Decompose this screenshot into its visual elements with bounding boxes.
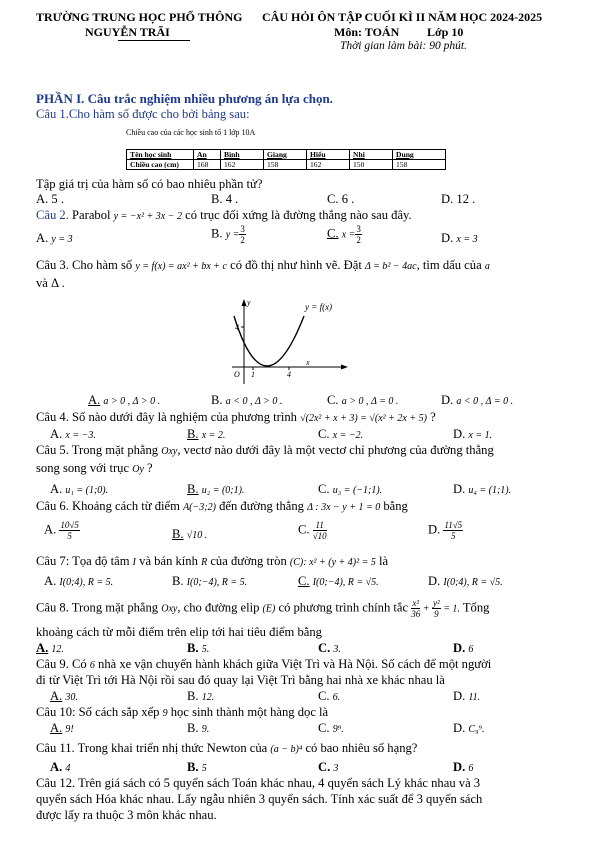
table-cell: Hiếu — [307, 150, 350, 160]
q8-body-b: , cho đường elip — [177, 600, 263, 615]
option-letter: A. — [44, 574, 57, 588]
table-row — [127, 150, 446, 160]
option-value: x = −2. — [332, 430, 364, 441]
q9-option-a[interactable] — [50, 689, 78, 704]
table-cell: 158 — [393, 160, 446, 170]
q2-option-d[interactable] — [441, 231, 478, 246]
option-value: I(0;−4), R = √5. — [312, 577, 379, 588]
graph-origin-label: O — [234, 370, 240, 379]
option-value: 9⁹. — [332, 724, 344, 735]
q6-text — [36, 499, 408, 514]
q7-equation: (C): x² + (y + 4)² = 5 — [289, 557, 376, 568]
q6-option-b[interactable] — [172, 527, 207, 542]
q11-text — [36, 741, 417, 756]
option-value: I(0;4), R = 5. — [59, 577, 114, 588]
table-row — [127, 160, 446, 170]
option-value: x = — [341, 229, 356, 241]
fraction: $\frac{3}{2}$ — [356, 224, 361, 245]
q3-expression: y = f(x) = ax² + bx + c — [135, 261, 227, 272]
q2-text — [36, 208, 412, 223]
q2-expression: y = −x² + 3x − 2 — [113, 211, 182, 222]
q7-option-a[interactable] — [44, 574, 113, 589]
q4-option-b[interactable] — [187, 427, 225, 442]
table-cell: 162 — [307, 160, 350, 170]
option-value: u₃ = (−1;1). — [332, 485, 383, 496]
q2-body-b: có trục đối xứng là đường thẳng nào sau đây. — [181, 208, 412, 222]
q11-option-c[interactable] — [318, 760, 338, 775]
q5-option-c[interactable] — [318, 482, 382, 497]
q6-line: Δ : 3x − y + 1 = 0 — [307, 502, 381, 513]
q12-line3: được lấy ra thuộc 3 môn khác nhau. — [36, 808, 217, 822]
option-letter: B. — [187, 641, 199, 655]
option-letter: D. — [428, 574, 441, 588]
option-letter: D. — [453, 760, 466, 774]
option-letter: C. — [327, 226, 339, 241]
option-letter: D. — [453, 721, 466, 735]
q5-line2 — [36, 461, 153, 476]
option-letter: D. — [453, 427, 466, 441]
q9-line1 — [36, 657, 491, 672]
option-letter: C. — [318, 641, 331, 655]
table-cell: 168 — [194, 160, 221, 170]
q5-line2-a: song song với trục — [36, 461, 133, 475]
q4-equation: √(2x² + x + 3) = √(x² + 2x + 5) — [300, 413, 427, 424]
q11-expression: (a − b)⁴ — [270, 744, 303, 755]
q3-body-c: , tìm dấu của — [416, 258, 485, 272]
q5-oy: Oy — [132, 464, 144, 475]
option-value: x = −3. — [65, 430, 96, 441]
option-value: y = — [225, 229, 240, 241]
fraction: $\frac{\text{x²}}{36}$ — [411, 598, 421, 619]
subject: Môn: TOÁN — [334, 25, 400, 39]
fraction: $\frac{11}{√10}$ — [312, 520, 327, 541]
q9-body-b: nhà xe vận chuyển hành khách giữa Việt Trì và Hà Nội. Số cách để một người — [94, 657, 492, 671]
option-value: a < 0 , Δ = 0 . — [456, 396, 514, 407]
q7-body-d: là — [375, 554, 389, 568]
option-letter: C. — [298, 574, 310, 588]
option-letter: A. — [44, 522, 57, 537]
option-letter: B. — [187, 689, 199, 703]
q1-label: Câu 1. — [36, 107, 69, 121]
option-letter: B. — [211, 226, 223, 241]
q7-i: I — [132, 557, 136, 568]
option-value: a > 0 , Δ > 0 . — [103, 396, 161, 407]
q9-option-d[interactable] — [453, 689, 480, 704]
q5-option-d[interactable] — [453, 482, 511, 497]
q7-body-a: Câu 7: Tọa độ tâm — [36, 554, 133, 568]
q2-body-a: Parabol — [68, 208, 114, 222]
q1-table — [126, 149, 446, 170]
option-value: 12. — [201, 692, 215, 703]
option-letter: C. — [318, 427, 330, 441]
option-value: C₉⁹. — [468, 724, 485, 735]
q3-delta: Δ = b² − 4ac — [364, 261, 417, 272]
q4-text — [36, 410, 436, 425]
q11-option-a[interactable] — [50, 760, 70, 775]
option-value: 6 — [468, 644, 474, 655]
q6-point: A(−3;2) — [183, 502, 216, 513]
q1-text — [36, 107, 250, 122]
option-value: 4 — [65, 763, 71, 774]
option-letter: C. — [327, 393, 339, 407]
option-letter: A. — [36, 231, 49, 245]
option-letter: C. — [318, 482, 330, 496]
q8-eq: = 1. — [440, 603, 460, 615]
option-value: I(0;−4), R = 5. — [186, 577, 248, 588]
school-underline — [118, 40, 190, 41]
q4-tail: ? — [426, 410, 436, 424]
q1-table-caption: Chiều cao của các học sinh tổ 1 lớp 10A — [126, 128, 256, 137]
q1-question: Tập giá trị của hàm số có bao nhiêu phần tử? — [36, 177, 263, 191]
q8-oxy: Oxy — [161, 603, 178, 615]
q7-text — [36, 554, 388, 569]
option-value: 9! — [65, 724, 74, 735]
q10-nine: 9 — [162, 708, 168, 719]
q10-text — [36, 705, 328, 720]
option-letter: D. — [441, 231, 454, 245]
q9-line2: đi từ Việt Trì tới Hà Nội rồi sau đó quay lại Việt Trì bằng hai nhà xe khác nhau là — [36, 673, 445, 687]
option-letter: A. — [50, 427, 63, 441]
q3-body-a: Câu 3. Cho hàm số — [36, 258, 136, 272]
option-value: 30. — [65, 692, 78, 703]
q6-body-b: đến đường thẳng — [215, 499, 308, 513]
option-value: u₄ = (1;1). — [468, 485, 512, 496]
q9-body-a: Câu 9. Có — [36, 657, 90, 671]
q12-line2: quyển sách Hóa khác nhau. Lấy ngẫu nhiên 3 quyển sách. Tính xác suất để 3 quyển sách — [36, 792, 483, 806]
q11-body: Câu 11. Trong khai triển nhị thức Newton của — [36, 741, 271, 755]
option-letter: C. — [298, 522, 310, 537]
option-letter: B. — [211, 393, 223, 407]
q3-line2: và Δ . — [36, 276, 65, 290]
option-value: 6 — [468, 763, 474, 774]
graph-tick-4x: 4 — [287, 370, 291, 379]
grade: Lớp 10 — [427, 25, 464, 39]
section-title: PHẦN I. Câu trắc nghiệm nhiều phương án lựa chọn. — [36, 91, 333, 106]
option-value: I(0;4), R = √5. — [443, 577, 503, 588]
option-letter: D. — [441, 393, 454, 407]
q4-option-d[interactable] — [453, 427, 492, 442]
option-value: u₂ = (0;1). — [201, 485, 245, 496]
option-value: 6. — [332, 692, 341, 703]
q2-option-c[interactable] — [327, 224, 362, 245]
table-cell: An — [194, 150, 221, 160]
option-value: y = 3 — [51, 234, 73, 245]
option-letter: C. — [318, 760, 331, 774]
q1-body: Cho hàm số được cho bởi bảng sau: — [68, 107, 250, 121]
q1-option-a[interactable]: A. 5 . — [36, 192, 64, 206]
q3-option-b[interactable] — [211, 393, 282, 408]
q9-option-b[interactable] — [187, 689, 214, 704]
table-cell: Bình — [221, 150, 264, 160]
option-letter: A. — [50, 721, 63, 735]
q10-option-d[interactable] — [453, 721, 485, 736]
table-cell: Nhi — [350, 150, 393, 160]
fraction: $\frac{\text{y²}}{9}$ — [432, 598, 440, 619]
table-cell: Giang — [264, 150, 307, 160]
q8-option-d[interactable] — [453, 641, 473, 656]
option-letter: A. — [50, 760, 63, 774]
q6-option-d[interactable] — [428, 520, 463, 541]
q2-option-a[interactable] — [36, 231, 73, 246]
option-letter: B. — [172, 574, 184, 588]
q8-line2: khoảng cách từ mỗi điểm trên elip tới hai tiêu điểm bằng — [36, 625, 322, 639]
q1-option-b[interactable]: B. 4 . — [211, 192, 239, 206]
graph-fx-label: y = f(x) — [305, 302, 333, 312]
q5-line2-b: ? — [143, 461, 153, 475]
option-letter: B. — [187, 721, 199, 735]
option-letter: D. — [453, 641, 466, 655]
q8-option-a[interactable] — [36, 641, 64, 656]
graph-x-label: x — [306, 358, 310, 367]
q11-tail: có bao nhiêu số hạng? — [302, 741, 418, 755]
q3-option-c[interactable] — [327, 393, 398, 408]
option-letter: A. — [50, 689, 63, 703]
fraction: $\frac{3}{2}$ — [240, 224, 245, 245]
q8-body-c: có phương trình chính tắc — [275, 600, 412, 615]
option-letter: A. — [88, 393, 101, 407]
option-value: x = 2. — [201, 430, 226, 441]
q3-option-d[interactable] — [441, 393, 513, 408]
q3-body-b: có đồ thị như hình vẽ. Đặt — [226, 258, 365, 272]
option-value: a > 0 , Δ = 0 . — [341, 396, 399, 407]
exam-title: CÂU HỎI ÔN TẬP CUỐI KÌ II NĂM HỌC 2024-2025 — [262, 10, 543, 24]
q6-body-c: bằng — [380, 499, 408, 513]
q4-option-c[interactable] — [318, 427, 363, 442]
q6-option-c[interactable] — [298, 520, 327, 541]
option-letter: D. — [453, 482, 466, 496]
q1-option-c[interactable]: C. 6 . — [327, 192, 355, 206]
q10-body-b: học sinh thành một hàng dọc là — [167, 705, 329, 719]
option-value: x = 1. — [468, 430, 493, 441]
q7-r: R — [201, 557, 208, 568]
q5-option-a[interactable] — [50, 482, 108, 497]
school-name-line1: TRƯỜNG TRUNG HỌC PHỔ THÔNG — [36, 10, 243, 24]
table-cell: Dung — [393, 150, 446, 160]
option-letter: C. — [318, 689, 330, 703]
q8-body-a: Câu 8. Trong mặt phẳng — [36, 600, 162, 615]
q7-option-b[interactable] — [172, 574, 247, 589]
fraction: $\frac{10√5}{5}$ — [60, 520, 79, 541]
q2-option-b[interactable] — [211, 224, 246, 245]
parabola-graph — [230, 298, 350, 386]
q10-option-c[interactable] — [318, 721, 344, 736]
option-value: 5. — [201, 644, 210, 655]
q1-option-d[interactable]: D. 12 . — [441, 192, 476, 206]
table-cell: 150 — [350, 160, 393, 170]
q8-option-b[interactable] — [187, 641, 209, 656]
q6-option-a[interactable] — [44, 520, 80, 541]
q5-body-b: , vectơ nào dưới đây là một vectơ chỉ phương của đường thẳng — [177, 443, 494, 457]
q3-text — [36, 258, 490, 273]
option-value: u₁ = (1;0). — [65, 485, 109, 496]
option-value: 9. — [201, 724, 210, 735]
option-value: 11. — [468, 692, 481, 703]
q7-option-d[interactable] — [428, 574, 503, 589]
q8-body-d: Tổng — [459, 600, 490, 615]
school-name-line2: NGUYỄN TRÃI — [85, 25, 170, 39]
table-cell: Tên học sinh — [127, 150, 194, 160]
table-cell: Chiều cao (cm) — [127, 160, 194, 170]
option-value: x = 3 — [456, 234, 478, 245]
graph-tick-1: 1 — [251, 370, 255, 379]
option-letter: B. — [187, 427, 199, 441]
option-letter: A. — [50, 482, 63, 496]
q11-option-b[interactable] — [187, 760, 207, 775]
q4-option-a[interactable] — [50, 427, 96, 442]
exam-time: Thời gian làm bài: 90 phút. — [340, 40, 467, 52]
table-cell: 162 — [221, 160, 264, 170]
q9-option-c[interactable] — [318, 689, 340, 704]
option-letter: B. — [187, 760, 199, 774]
q5-text — [36, 443, 494, 458]
option-value: a < 0 , Δ > 0 . — [225, 396, 283, 407]
q2-label: Câu 2. — [36, 208, 69, 222]
q8-text: Câu 8. Trong mặt phẳng Oxy, cho đường elip (E) có phương trình chính tắc $\frac{\text{x²}}{36}$ + $\frac{\text{y²}}{9}$ = 1. Tổng — [36, 598, 490, 619]
option-value: 3. — [333, 644, 341, 655]
q10-body-a: Câu 10: Số cách sắp xếp — [36, 705, 163, 719]
fraction: $\frac{11√5}{5}$ — [444, 520, 463, 541]
option-value: 3 — [333, 763, 339, 774]
q5-oxy: Oxy — [161, 446, 178, 457]
q8-e: (E) — [262, 603, 276, 615]
option-value: √10 . — [186, 530, 208, 541]
q8-option-c[interactable] — [318, 641, 341, 656]
q10-option-a[interactable] — [50, 721, 74, 736]
q7-body-c: của đường tròn — [207, 554, 290, 568]
q10-option-b[interactable] — [187, 721, 209, 736]
q5-option-b[interactable] — [187, 482, 244, 497]
q3-var-a: a — [484, 261, 490, 272]
graph-tick-4y: 4 — [235, 323, 239, 332]
q5-body-a: Câu 5. Trong mặt phẳng — [36, 443, 162, 457]
q7-body-b: và bán kính — [136, 554, 202, 568]
option-letter: C. — [318, 721, 330, 735]
option-letter: D. — [453, 689, 466, 703]
option-letter: A. — [36, 641, 49, 655]
q4-body: Câu 4. Số nào dưới đây là nghiệm của phương trình — [36, 410, 301, 424]
q9-six: 6 — [89, 660, 95, 671]
table-cell: 158 — [264, 160, 307, 170]
q11-option-d[interactable] — [453, 760, 473, 775]
q12-line1: Câu 12. Trên giá sách có 5 quyển sách Toán khác nhau, 4 quyển sách Lý khác nhau và 3 — [36, 776, 481, 790]
option-value: 12. — [51, 644, 64, 655]
option-letter: B. — [172, 527, 184, 541]
q3-option-a[interactable] — [88, 393, 160, 408]
option-letter: D. — [428, 522, 441, 537]
graph-y-label: y — [247, 298, 251, 307]
q6-body-a: Câu 6. Khoảng cách từ điểm — [36, 499, 184, 513]
q7-option-c[interactable] — [298, 574, 379, 589]
option-letter: B. — [187, 482, 199, 496]
option-value: 5 — [201, 763, 207, 774]
